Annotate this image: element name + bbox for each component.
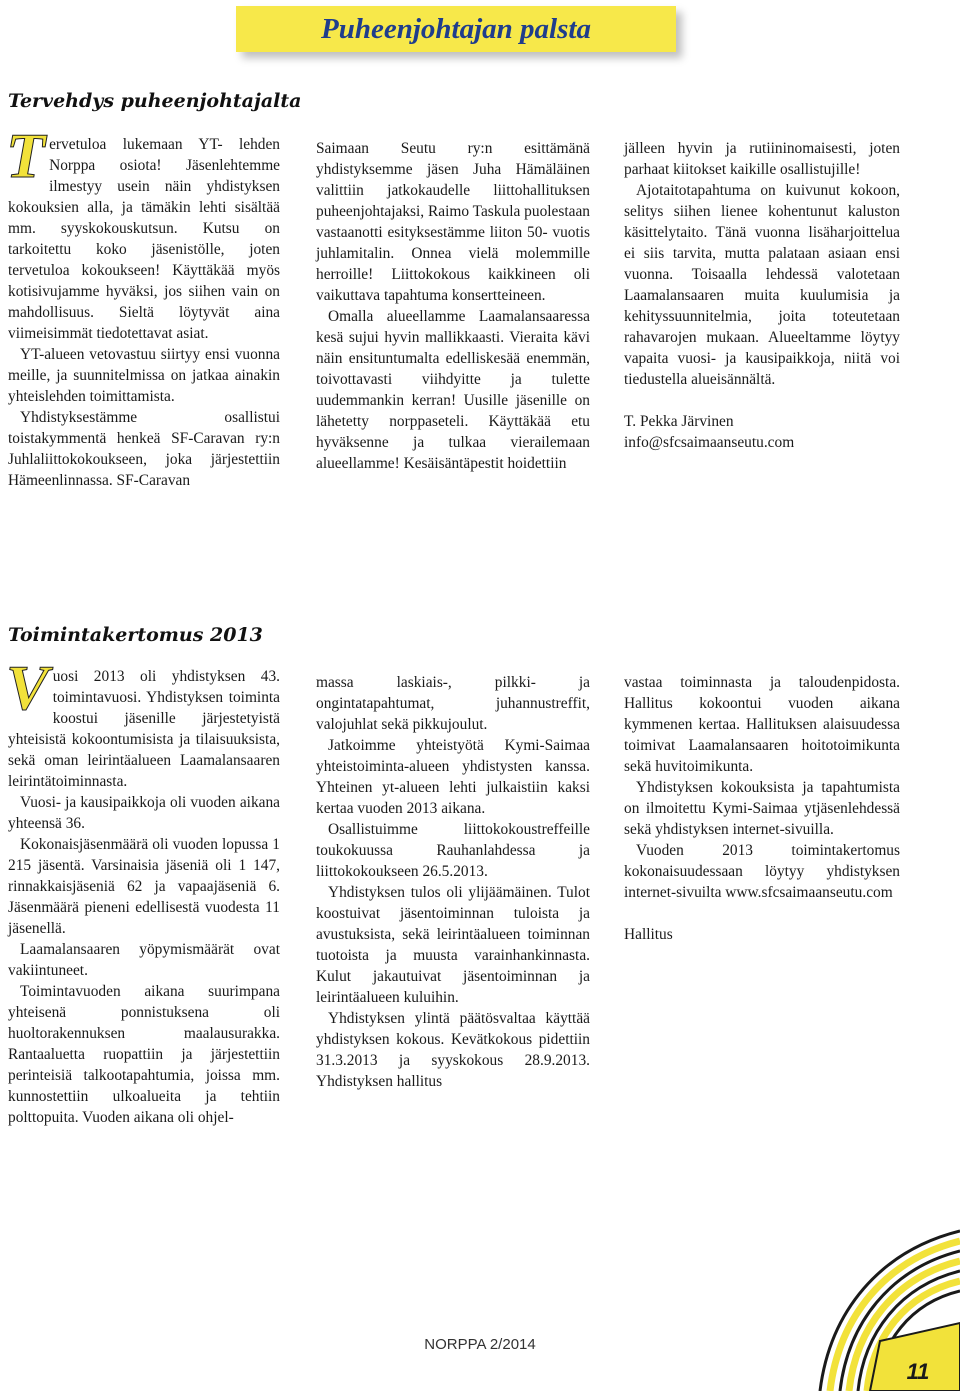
paragraph: ervetuloa lukemaan YT- lehden Norppa osiota! Jäsenlehtemme ilmestyy usein näin yhdistyksen kokouksien alla, ja tämäkin lehti sisältää mm. syyskokouskutsun. Kutsu on tarkoitettu koko jäsenistölle, joten tervetuloa kokoukseen! Käyttäkää myös kotisivujamme hyväksi, jos siihen vain on mahdollisuus. Sieltä löytyvät aina viimeisimmät tiedotettavat asiat. <box>8 136 280 342</box>
paragraph: Vuosi- ja kausipaikkoja oli vuoden aikana yhteensä 36. <box>8 794 280 832</box>
paragraph: Vuoden 2013 toimintakertomus kokonaisuudessaan löytyy yhdistyksen internet-sivuilta www.sfcsaimaanseutu.com <box>624 842 900 901</box>
greeting-column-3 <box>624 138 900 453</box>
paragraph: uosi 2013 oli yhdistyksen 43. toimintavuosi. Yhdistyksen toiminta koostui jäsenille järjestetyistä yhteisistä kokoontumisista ja tilaisuuksista, sekä oman leirintäalueen Laamalansaaren leirintätoiminnasta. <box>8 668 280 790</box>
article-title-greeting: Tervehdys puheenjohtajalta <box>8 90 302 112</box>
paragraph: vastaa toiminnasta ja taloudenpidosta. Hallitus kokoontui vuoden aikana kymmenen kertaa. Hallituksen alaisuudessa toimivat Laamalansaaren hoitotoimikunta sekä huvitoimikunta. <box>624 674 900 775</box>
paragraph: Laamalansaaren yöpymismäärät ovat vakiintuneet. <box>8 941 280 979</box>
publication-footer: NORPPA 2/2014 <box>424 1336 536 1353</box>
report-column-3 <box>624 672 900 945</box>
paragraph: Saimaan Seutu ry:n esittämänä yhdistyksemme jäsen Juha Hämäläinen valittiin jatkokaudelle liittohallituksen puheenjohtajaksi, Raimo Taskula puolestaan vastaanotti esityksestämme liiton 50- vuotis juhlamitalin. Onnea vielä molemmille herroille! Liittokokous kaikkineen oli vaikuttava tapahtuma konsertteineen. <box>316 140 590 304</box>
paragraph: Yhdistyksen kokouksista ja tapahtumista on ilmoitettu Kymi-Saimaa ytjäsenlehdessä sekä yhdistyksen internet-sivuilla. <box>624 779 900 838</box>
paragraph: Omalla alueellamme Laamalansaaressa kesä sujui hyvin mallikkaasti. Vieraita kävi näin ensituntumalta edelliskesää enemmän, toivottavasti viihdyitte ja tulette uudemmankin kerran! Uusille jäsenille on lähetetty norppaseteli. Käyttäkää etu hyväksenne ja tulkaa vierailemaan alueellamme! Kesäisäntäpestit hoidettiin <box>316 308 590 472</box>
page-corner-decoration <box>760 1211 960 1391</box>
paragraph: Kokonaisjäsenmäärä oli vuoden lopussa 1 215 jäsentä. Varsinaisia jäseniä oli 1 147, rinnakkaisjäseniä 62 ja vapaajäseniä 6. Jäsenmäärä pieneni edellisestä vuodesta 11 jäsenellä. <box>8 836 280 937</box>
paragraph: Yhdistyksestämme osallistui toistakymmentä henkeä SF-Caravan ry:n Juhlaliittokokoukseen, joka järjestettiin Hämeenlinnassa. SF-Caravan <box>8 409 280 489</box>
paragraph: Toimintavuoden aikana suurimpana yhteisenä ponnistuksena oli huoltorakennuksen maalausurakka. Rantaaluetta ruopattiin ja järjestettiin perinteisiä talkootapahtumia, joissa mm. kunnostettiin ulkoalueita ja tehtiin polttopuita. Vuoden aikana oli ohjel- <box>8 983 280 1126</box>
paragraph: Ajotaitotapahtuma on kuivunut kokoon, selitys siihen lienee kohentunut kaluston käsittelytaito. Tänä vuonna lisäharjoittelua ei siis tarvita, mutta palataan asiaan ensi vuonna. Toisaalla lehdessä valotetaan Laamalansaaren muita kuulumisia ja kehityssuunnitelmia, joita toteutetaan rahavarojen mukaan. Alueeltamme löytyy vapaita vuosi- ja kausipaikkoja, niitä voi tiedustella alueisännältä. <box>624 182 900 388</box>
report-column-2 <box>316 672 590 1092</box>
signature-email: info@sfcsaimaanseutu.com <box>624 434 795 451</box>
banner-title: Puheenjohtajan palsta <box>321 12 591 45</box>
greeting-column-2 <box>316 138 590 474</box>
paragraph: Yhdistyksen ylintä päätösvaltaa käyttää yhdistyksen kokous. Kevätkokous pidettiin 31.3.2013 ja syyskokous 28.9.2013. Yhdistyksen hallitus <box>316 1010 590 1090</box>
paragraph: jälleen hyvin ja rutiininomaisesti, joten parhaat kiitokset kaikille osallistujille! <box>624 140 900 178</box>
signature: Hallitus <box>624 926 673 943</box>
dropcap: T <box>6 120 46 191</box>
section-banner <box>236 6 676 52</box>
paragraph: massa laskiais-, pilkki- ja ongintatapahtumat, juhannustreffit, valojuhlat sekä pikkujoulut. <box>316 674 590 733</box>
greeting-column-1 <box>6 120 280 491</box>
page-number: 11 <box>906 1359 930 1384</box>
paragraph: Yhdistyksen tulos oli ylijäämäinen. Tulot koostuivat jäsentoiminnan tuloista ja avustuksista, sekä leirintäalueen toiminnan tuotoista ja muusta varainhankinnasta. Kulut jakautuivat jäsentoiminnan ja leirintäalueen kuluihin. <box>316 884 590 1006</box>
report-column-1 <box>6 652 280 1128</box>
article-title-annual-report: Toimintakertomus 2013 <box>8 624 263 646</box>
paragraph: YT-alueen vetovastuu siirtyy ensi vuonna meille, ja suunnitelmissa on jatkaa ainakin yhteislehden toimittamista. <box>8 346 280 405</box>
paragraph: Jatkoimme yhteistyötä Kymi-Saimaa yhteistoiminta-alueen yhdistysten kanssa. Yhteinen yt-alueen lehti julkaistiin kaksi kertaa vuoden 2013 aikana. <box>316 737 590 817</box>
signature-name: T. Pekka Järvinen <box>624 413 734 430</box>
swirl-graphic <box>760 1211 960 1391</box>
dropcap: V <box>6 652 49 723</box>
paragraph: Osallistuimme liittokokoustreffeille toukokuussa Rauhanlahdessa ja liittokokoukseen 26.5.2013. <box>316 821 590 880</box>
